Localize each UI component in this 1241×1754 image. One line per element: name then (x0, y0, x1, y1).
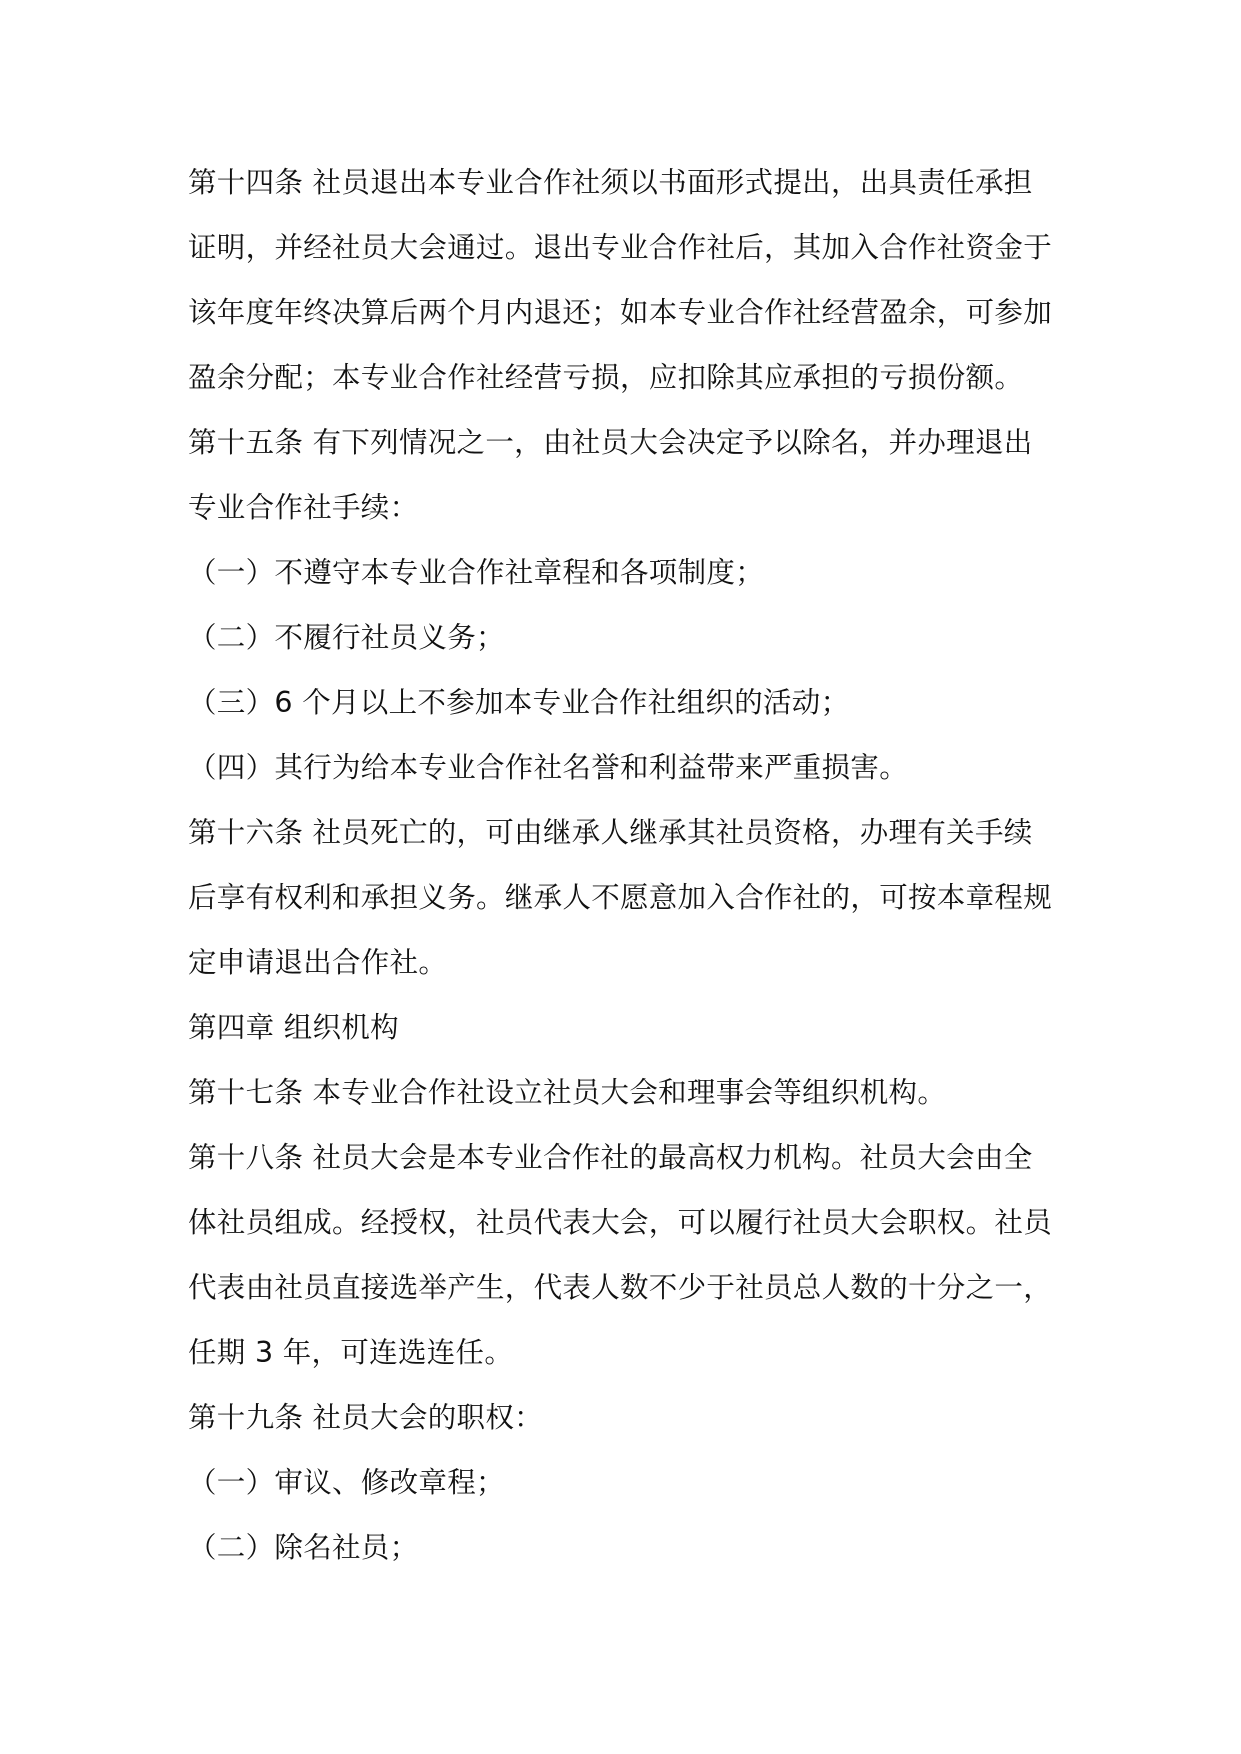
article-15-line-1: 第十五条 有下列情况之一，由社员大会决定予以除名，并办理退出 (188, 426, 1033, 459)
article-19-line-1: 第十九条 社员大会的职权： (188, 1401, 543, 1434)
article-15-item-4: （四）其行为给本专业合作社名誉和利益带来严重损害。 (188, 751, 909, 784)
article-14-line-2: 证明，并经社员大会通过。退出专业合作社后，其加入合作社资金于 (188, 231, 1053, 264)
article-15-item-2: （二）不履行社员义务； (188, 621, 505, 654)
article-18-line-2: 体社员组成。经授权，社员代表大会，可以履行社员大会职权。社员 (188, 1206, 1053, 1239)
article-19-item-2: （二）除名社员； (188, 1531, 419, 1564)
article-15-line-2: 专业合作社手续： (188, 491, 419, 524)
article-17-line-1: 第十七条 本专业合作社设立社员大会和理事会等组织机构。 (188, 1076, 947, 1109)
article-15-item-1: （一）不遵守本专业合作社章程和各项制度； (188, 556, 765, 589)
chapter-4-heading: 第四章 组织机构 (188, 1011, 399, 1044)
document-page (188, 150, 1068, 1580)
article-14-line-1: 第十四条 社员退出本专业合作社须以书面形式提出，出具责任承担 (188, 166, 1033, 199)
article-16-line-1: 第十六条 社员死亡的，可由继承人继承其社员资格，办理有关手续 (188, 816, 1033, 849)
article-18-line-4: 任期 3 年，可连选连任。 (188, 1336, 514, 1369)
article-14-line-3: 该年度年终决算后两个月内退还；如本专业合作社经营盈余，可参加 (188, 296, 1053, 329)
article-16-line-3: 定申请退出合作社。 (188, 946, 448, 979)
article-16-line-2: 后享有权利和承担义务。继承人不愿意加入合作社的，可按本章程规 (188, 881, 1053, 914)
article-18-line-1: 第十八条 社员大会是本专业合作社的最高权力机构。社员大会由全 (188, 1141, 1033, 1174)
article-18-line-3: 代表由社员直接选举产生，代表人数不少于社员总人数的十分之一， (188, 1271, 1053, 1304)
article-15-item-3: （三）6 个月以上不参加本专业合作社组织的活动； (188, 686, 850, 719)
article-19-item-1: （一）审议、修改章程； (188, 1466, 505, 1499)
article-14-line-4: 盈余分配；本专业合作社经营亏损，应扣除其应承担的亏损份额。 (188, 361, 1024, 394)
